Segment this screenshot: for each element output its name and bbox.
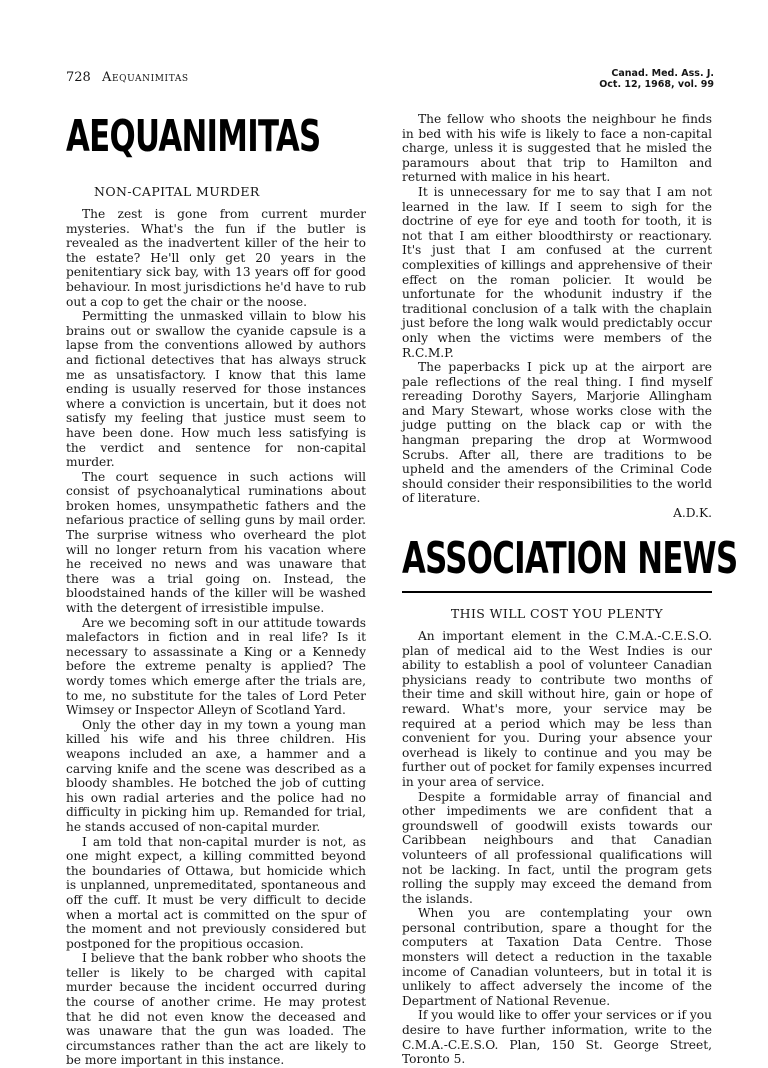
paragraph: The zest is gone from current murder mysteries. What's the fun if the butler is revealed as the inadvertent killer of the heir to the estate? He'll only get 20 years in the penitentiary sick bay, with 13 years off for good behaviour. In most jurisdictions he'd have to rub out a cop to get the chair or the noose. [66, 207, 366, 309]
page-header-left [66, 70, 189, 85]
issue-date: Oct. 12, 1968, vol. 99 [599, 79, 714, 90]
paragraph: The court sequence in such actions will consist of psychoanalytical ruminations about broken homes, unsympathetic fathers and the nefarious practice of selling guns by mail order. The surprise witness who overheard the plot will no longer return from his vacation where he received no news and was unaware that there was a trial going on. Instead, the bloodstained hands of the killer will be washed with the detergent of irresistible impulse. [66, 469, 366, 616]
article-title-non-capital-murder: NON-CAPITAL MURDER [94, 184, 260, 199]
running-title: Aequanimitas [101, 70, 189, 85]
paragraph: Permitting the unmasked villain to blow his brains out or swallow the cyanide capsule is a lapse from the conventions allowed by authors and fictional detectives that has always struck me as unsatisfactory. I know that this lame ending is usually reserved for those instances where a conviction is uncertain, but it does not satisfy my feeling that justice must seem to have been done. How much less satisfying is the verdict and sentence for non-capital murder. [66, 309, 366, 470]
page-number: 728 [66, 70, 91, 85]
paragraph: When you are contemplating your own personal contribution, spare a thought for the computers at Taxation Data Centre. Those monsters will detect a reduction in the taxable income of Canadian volunteers, but in total it is unlikely to affect adversely the income of the Department of National Revenue. [402, 906, 712, 1008]
paragraph: Are we becoming soft in our attitude towards malefactors in fiction and in real life? Is it necessary to assassinate a King or a Kennedy before the extreme penalty is applied? The wordy tomes which emerge after the trials are, to me, no substitute for the tales of Lord Peter Wimsey or Inspector Alleyn of Scotland Yard. [66, 615, 366, 718]
right-column-continued [402, 112, 712, 521]
section-divider [402, 591, 712, 593]
association-news-section [402, 533, 738, 1067]
association-news-masthead: ASSOCIATION NEWS [402, 533, 738, 584]
paragraph: I am told that non-capital murder is not, as one might expect, a killing committed beyond the boundaries of Ottawa, but homicide which is unplanned, unpremeditated, spontaneous and off the cuff. It must be very difficult to decide when a mortal act is committed on the spur of the moment and not previously considered but postponed for the propitious occasion. [66, 834, 366, 951]
paragraph: The paperbacks I pick up at the airport are pale reflections of the real thing. I find myself rereading Dorothy Sayers, Marjorie Allingham and Mary Stewart, whose works close with the judge putting on the black cap or with the hangman preparing the drop at Wormwood Scrubs. After all, there are traditions to be upheld and the amenders of the Criminal Code should consider their responsibilities to the world of literature. [402, 360, 712, 506]
left-column [66, 113, 366, 1068]
association-article-body [402, 629, 712, 1067]
paragraph: Despite a formidable array of financial and other impediments we are confident that a groundswell of goodwill exists towards our Caribbean neighbours and that Canadian volunteers of all professional qualifications will not be lacking. In fact, until the program gets rolling the supply may exceed the demand from the islands. [402, 789, 712, 906]
article-body-left [66, 207, 366, 1068]
article-title-cost-you-plenty: THIS WILL COST YOU PLENTY [450, 606, 664, 621]
paragraph: It is unnecessary for me to say that I am not learned in the law. If I seem to sigh for the doctrine of eye for eye and tooth for tooth, it is not that I am either bloodthirsty or reactionary. It's just that I am confused at the current complexities of killings and apprehensive of their effect on the roman policier. It would be unfortunate for the whodunit industry if the traditional conclusion of a talk with the chaplain just before the long walk would predictably occur only when the victims were members of the R.C.M.P. [402, 184, 712, 360]
paragraph: Only the other day in my town a young man killed his wife and his three children. His weapons included an axe, a hammer and a carving knife and the scene was described as a bloody shambles. He botched the job of cutting his own radial arteries and the police had no difficulty in picking him up. Remanded for trial, he stands accused of non-capital murder. [66, 717, 366, 834]
signature: A.D.K. [673, 506, 712, 521]
paragraph: If you would like to offer your services or if you desire to have further information, write to the C.M.A.-C.E.S.O. Plan, 150 St. George Street, Toronto 5. [402, 1008, 712, 1067]
paragraph: An important element in the C.M.A.-C.E.S.O. plan of medical aid to the West Indies is our ability to establish a pool of volunteer Canadian physicians ready to contribute two months of their time and skill without hire, gain or hope of reward. What's more, your service may be required at a period which may be less than convenient for you. During your absence your overhead is likely to continue and you may be further out of pocket for family expenses incurred in your area of service. [402, 629, 712, 789]
paragraph: The fellow who shoots the neighbour he finds in bed with his wife is likely to face a non-capital charge, unless it is suggested that he misled the paramours about that trip to Hamilton and returned with malice in his heart. [402, 112, 712, 185]
journal-name: Canad. Med. Ass. J. [611, 68, 714, 79]
page-header-right [599, 68, 714, 90]
article-body-right [402, 112, 712, 521]
paragraph: I believe that the bank robber who shoots the teller is likely to be charged with capital murder because the incident occurred during the course of another crime. He may protest that he did not even know the deceased and was unaware that the gun was loaded. The circumstances rather than the act are likely to be more important in this instance. [66, 951, 366, 1068]
aequanimitas-masthead: AEQUANIMITAS [66, 111, 321, 162]
